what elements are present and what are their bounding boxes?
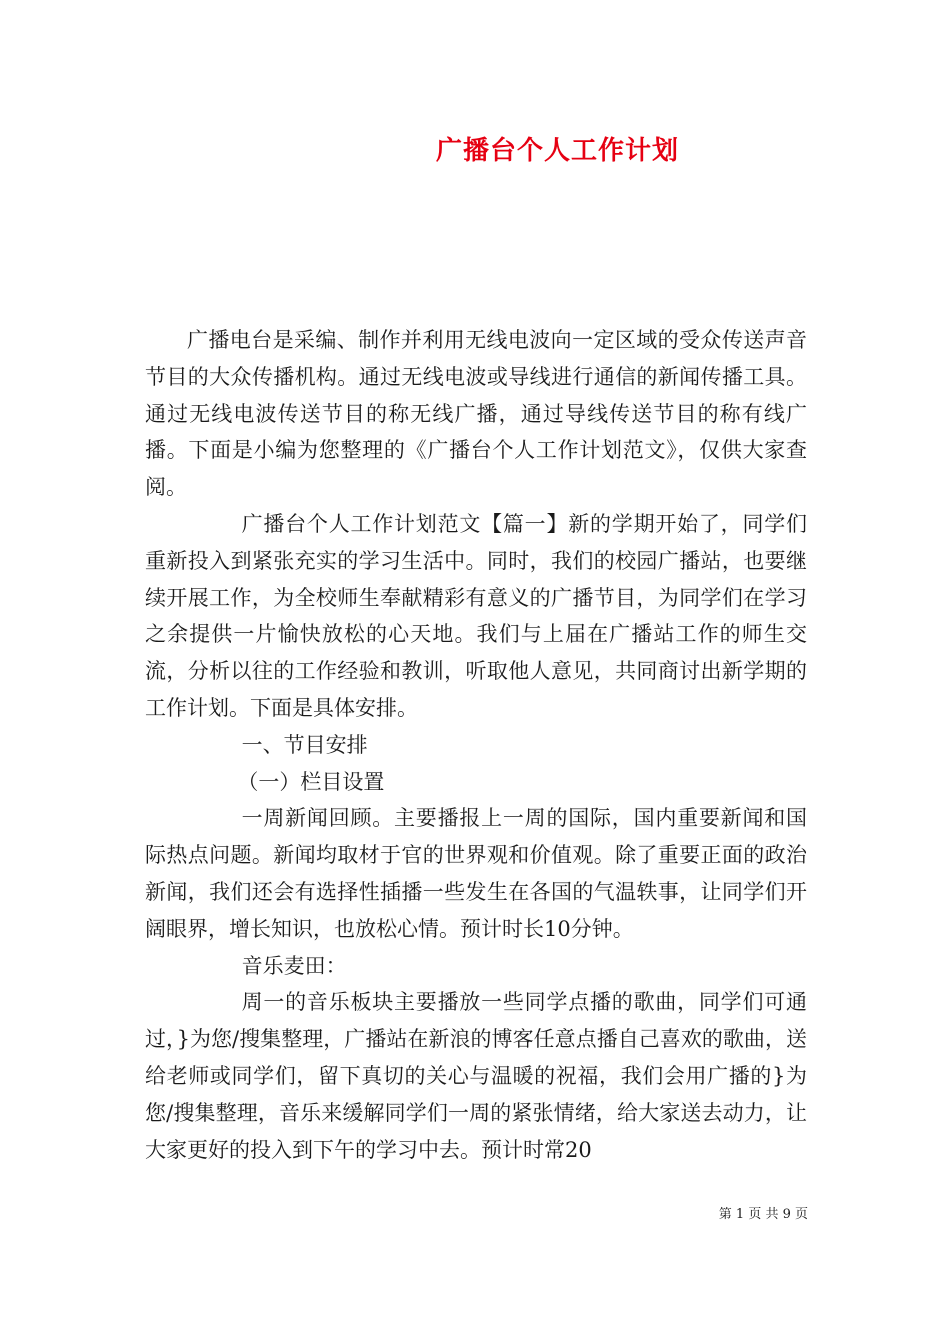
news-paragraph: 一周新闻回顾。主要播报上一周的国际，国内重要新闻和国际热点问题。新闻均取材于官的世界观和价值观。除了重要正面的政治新闻，我们还会有选择性插播一些发生在各国的气温轶事，让同学们开阔眼界，增长知识，也放松心情。预计时长10分钟。 [145, 806, 807, 941]
intro-paragraph: 广播电台是采编、制作并利用无线电波向一定区域的受众传送声音节目的大众传播机构。通过无线电波或导线进行通信的新闻传播工具。通过无线电波传送节目的称无线广播，通过导线传送节目的称有线广播。下面是小编为您整理的《广播台个人工作计划范文》，仅供大家查阅。 [145, 328, 807, 500]
subsection-heading: （一）栏目设置 [237, 769, 385, 794]
document-title: 广播台个人工作计划 [435, 136, 679, 166]
music-heading: 音乐麦田： [241, 953, 347, 978]
sample-one-paragraph: 广播台个人工作计划范文【篇一】新的学期开始了，同学们重新投入到紧张充实的学习生活中。同时，我们的校园广播站，也要继续开展工作，为全校师生奉献精彩有意义的广播节目，为同学们在学习之余提供一片愉快放松的心天地。我们与上届在广播站工作的师生交流，分析以往的工作经验和教训，听取他人意见，共同商讨出新学期的工作计划。下面是具体安排。 [145, 511, 807, 720]
document-body [145, 322, 807, 1168]
music-paragraph: 周一的音乐板块主要播放一些同学点播的歌曲，同学们可通过，}为您/搜集整理，广播站在新浪的博客任意点播自己喜欢的歌曲，送给老师或同学们，留下真切的关心与温暖的祝福，我们会用广播的}为您/搜集整理，音乐来缓解同学们一周的紧张情绪，给大家送去动力，让大家更好的投入到下午的学习中去。预计时常20 [145, 990, 807, 1162]
page-number-footer: 第 1 页 共 9 页 [718, 1207, 808, 1222]
section-heading: 一、节目安排 [241, 732, 368, 757]
